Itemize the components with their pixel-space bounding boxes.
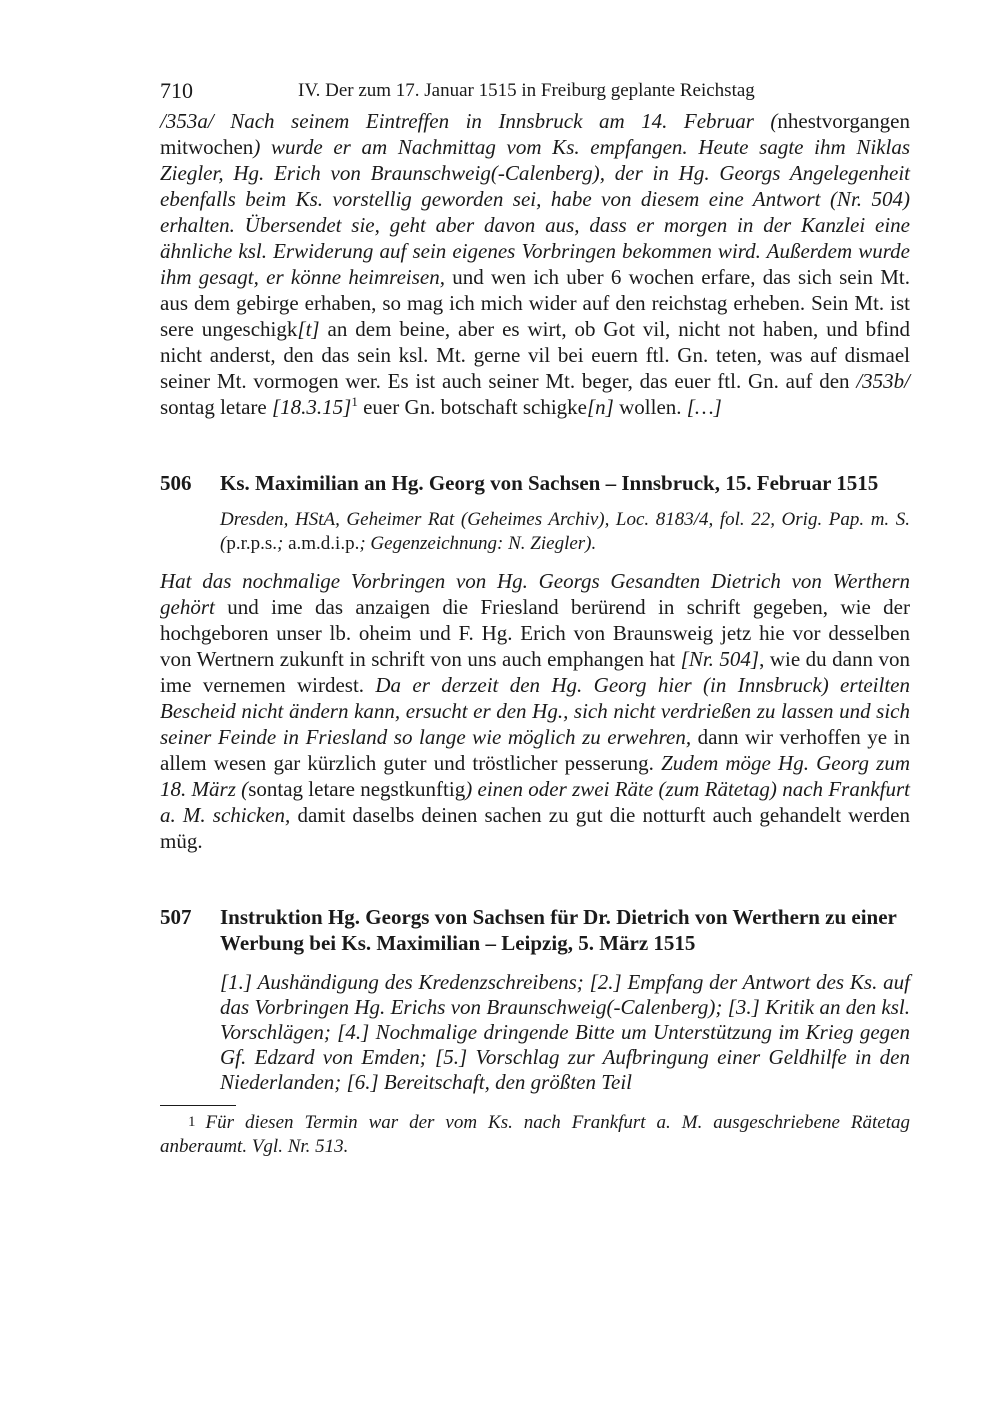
text-segment: damit daselbs deinen sachen zu gut die notturft auch gehandelt werden müg. (160, 803, 910, 853)
text-segment: dann wir verhoffen ye in allem wesen gar kürzlich guter und tröstlicher pesserung. (160, 725, 910, 775)
text-segment: und ime das anzaigen die Friesland berürend in schrift gegeben, wie der hochgeboren unser lb. oheim und F. Hg. Erich von Braunsweig jetz hie vor desselben von Wertnern zukunft in schrift von uns auch emphangen hat (160, 595, 910, 671)
document-number: 506 (160, 471, 192, 495)
footnote-number: 1 (188, 1114, 196, 1130)
source-segment: Dresden, HStA, Geheimer Rat (Geheimes Archiv), Loc. 8183/4, fol. 22, Orig. Pap. m. S. ( (220, 509, 910, 554)
text-segment: Da er derzeit den Hg. Georg hier (in Innsbruck) erteilten Bescheid nicht ändern kann, ersucht er den Hg., sich nicht verdrießen zu lassen und sich seiner Feinde in Friesland so lange wie möglich zu erwehren, (160, 673, 911, 749)
regest-507: [1.] Aushändigung des Kredenzschreibens; [2.] Empfang der Antwort des Ks. auf das Vorbringen Hg. Erichs von Braunschweig(-Calenberg); [3.] Kritik an den ksl. Vorschlägen; [4.] Nochmalige dringende Bitte um Unterstützung im Krieg gegen Gf. Edzard von Emden; [5.] Vorschlag zur Aufbringung einer Geldhilfe in den Niederlanden; [6.] Bereitschaft, den größten Teil (220, 970, 910, 1094)
text-segment: nhestvorgangen mitwochen (160, 109, 910, 159)
text-segment: [Nr. 504] (680, 647, 760, 671)
running-title: IV. Der zum 17. Januar 1515 in Freiburg geplante Reichstag (298, 80, 755, 101)
footnote-text: Für diesen Termin war der vom Ks. nach Frankfurt a. M. ausgeschriebene Rätetag anberaumt. Vgl. Nr. 513. (160, 1112, 910, 1157)
text-segment: Zudem möge Hg. Georg zum 18. März ( (160, 751, 910, 801)
source-note-506 (220, 508, 910, 556)
document-title: Ks. Maximilian an Hg. Georg von Sachsen – Innsbruck, 15. Februar 1515 (220, 471, 879, 495)
text-segment: Hat das nochmalige Vorbringen von Hg. Georgs Gesandten Dietrich von Werthern gehört (160, 569, 910, 619)
document-page (160, 78, 910, 1159)
page-number: 710 (160, 78, 193, 103)
document-heading-507 (160, 904, 910, 956)
continued-text (160, 108, 910, 420)
text-segment: wollen. (613, 395, 687, 419)
text-segment: /353b/ (856, 369, 910, 393)
text-segment: /353a/ Nach seinem Eintreffen in Innsbruck am 14. Februar ( (160, 109, 778, 133)
footnote-marker: 1 (351, 394, 358, 409)
source-segment: ; (277, 533, 289, 554)
text-segment: [18.3.15] (271, 395, 352, 419)
footnote (160, 1110, 910, 1159)
document-text-506 (160, 568, 910, 854)
text-segment: und wen ich uber 6 wochen erfare, das sich sein Mt. aus dem gebirge erhaben, so mag ich mich wider auf den reichstag erheben. Sein Mt. ist sere ungeschigk (160, 265, 910, 341)
text-segment: [n] (587, 395, 614, 419)
text-segment: ) einen oder zwei Räte (zum Rätetag) nach Frankfurt a. M. schicken, (160, 777, 911, 827)
source-segment: ; Gegenzeichnung: N. Ziegler). (359, 533, 597, 554)
document-heading-506 (160, 470, 910, 496)
text-segment: an dem beine, aber es wirt, ob Got vil, nicht not haben, und bfind nicht anderst, den das sein ksl. Mt. gerne vil bei euern ftl. Gn. teten, was auf dismael seiner Mt. vormogen wer. Es ist auch seiner Mt. beger, das euer ftl. Gn. auf den (160, 317, 910, 393)
text-segment: sontag letare negstkunftig (248, 777, 466, 801)
document-number: 507 (160, 905, 192, 929)
text-segment: […] (686, 395, 722, 419)
text-segment: euer Gn. botschaft schigke (357, 395, 587, 419)
text-segment: , wie du dann von ime vernemen wirdest. (160, 647, 910, 697)
text-segment: ) wurde er am Nachmittag vom Ks. empfangen. Heute sagte ihm Niklas Ziegler, Hg. Erich von Braunschweig(-Calenberg), der in Hg. Georgs Angelegenheit ebenfalls beim Ks. vorstellig geworden sei, habe von diesem eine Antwort (Nr. 504) erhalten. Übersendet sie, geht aber davon aus, dass er morgen in der Kanzlei eine ähnliche ksl. Erwiderung auf sein eigenes Vorbringen bekommen wird. Außerdem wurde ihm gesagt, er könne heimreisen, (160, 135, 910, 289)
source-segment: a.m.d.i.p. (288, 533, 360, 554)
source-segment: p.r.p.s. (226, 533, 278, 554)
document-title: Instruktion Hg. Georgs von Sachsen für Dr. Dietrich von Werthern zu einer Werbung bei Ks. Maximilian – Leipzig, 5. März 1515 (220, 905, 897, 955)
footnote-divider (160, 1105, 236, 1106)
running-head (160, 78, 910, 108)
text-segment: sontag letare (160, 395, 272, 419)
text-segment: [t] (297, 317, 320, 341)
